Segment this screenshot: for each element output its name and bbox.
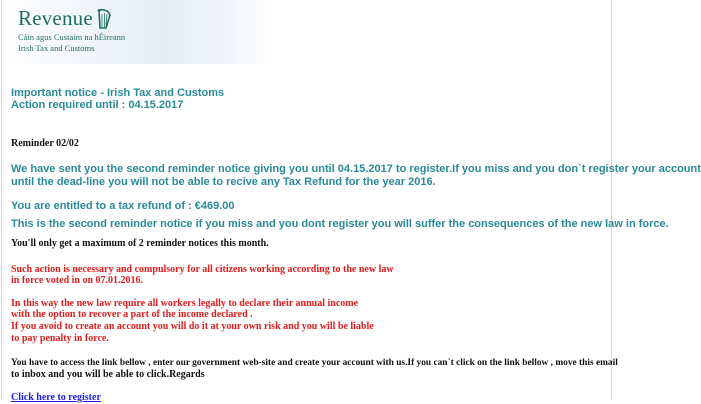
paragraph1-line1: We have sent you the second reminder notice giving you until 04.15.2017 to register.If you miss and you don`t register your account	[11, 163, 701, 175]
reminder-label: Reminder 02/02	[11, 138, 79, 149]
red-block2-line1: In this way the new law require all workers legally to declare their annual income	[11, 298, 359, 309]
red-block2-line2: with the option to recover a part of the income declared .	[11, 309, 253, 320]
red-block2-line4: to pay penalty in force.	[11, 333, 109, 344]
revenue-logo-subtitle-irish: Cáin agus Custaim na hÉireann	[18, 32, 126, 42]
notice-title: Important notice - Irish Tax and Customs	[11, 87, 225, 99]
max-reminders-line: You'll only get a maximum of 2 reminder notices this month.	[11, 238, 269, 249]
action-required-date: Action required until : 04.15.2017	[11, 99, 184, 111]
paragraph1-line2: until the dead-line you will not be able to recive any Tax Refund for the year 2016.	[11, 176, 436, 188]
harp-logo-icon	[96, 8, 112, 30]
refund-amount-line: You are entitled to a tax refund of : €469.00	[11, 200, 235, 212]
revenue-logo-subtitle-english: Irish Tax and Customs	[18, 43, 95, 53]
access-instructions-line1: You have to access the link bellow , enter our government web-site and create your account with us.If you can`t click on the link bellow , move this email	[11, 358, 618, 368]
revenue-logo-wordmark: Revenue	[18, 6, 93, 30]
red-block2-line3: If you avoid to create an account you will do it at your own risk and you will be liable	[11, 321, 374, 332]
access-instructions-line2: to inbox and you will be able to click.Regards	[11, 369, 205, 380]
register-link[interactable]: Click here to register	[11, 392, 101, 403]
red-block1-line1: Such action is necessary and compulsory for all citizens working according to the new law	[11, 264, 394, 275]
second-reminder-line: This is the second reminder notice if you miss and you dont register you will suffer the consequences of the new law in force.	[11, 218, 669, 230]
red-block1-line2: in force voted in on 07.01.2016.	[11, 275, 144, 286]
